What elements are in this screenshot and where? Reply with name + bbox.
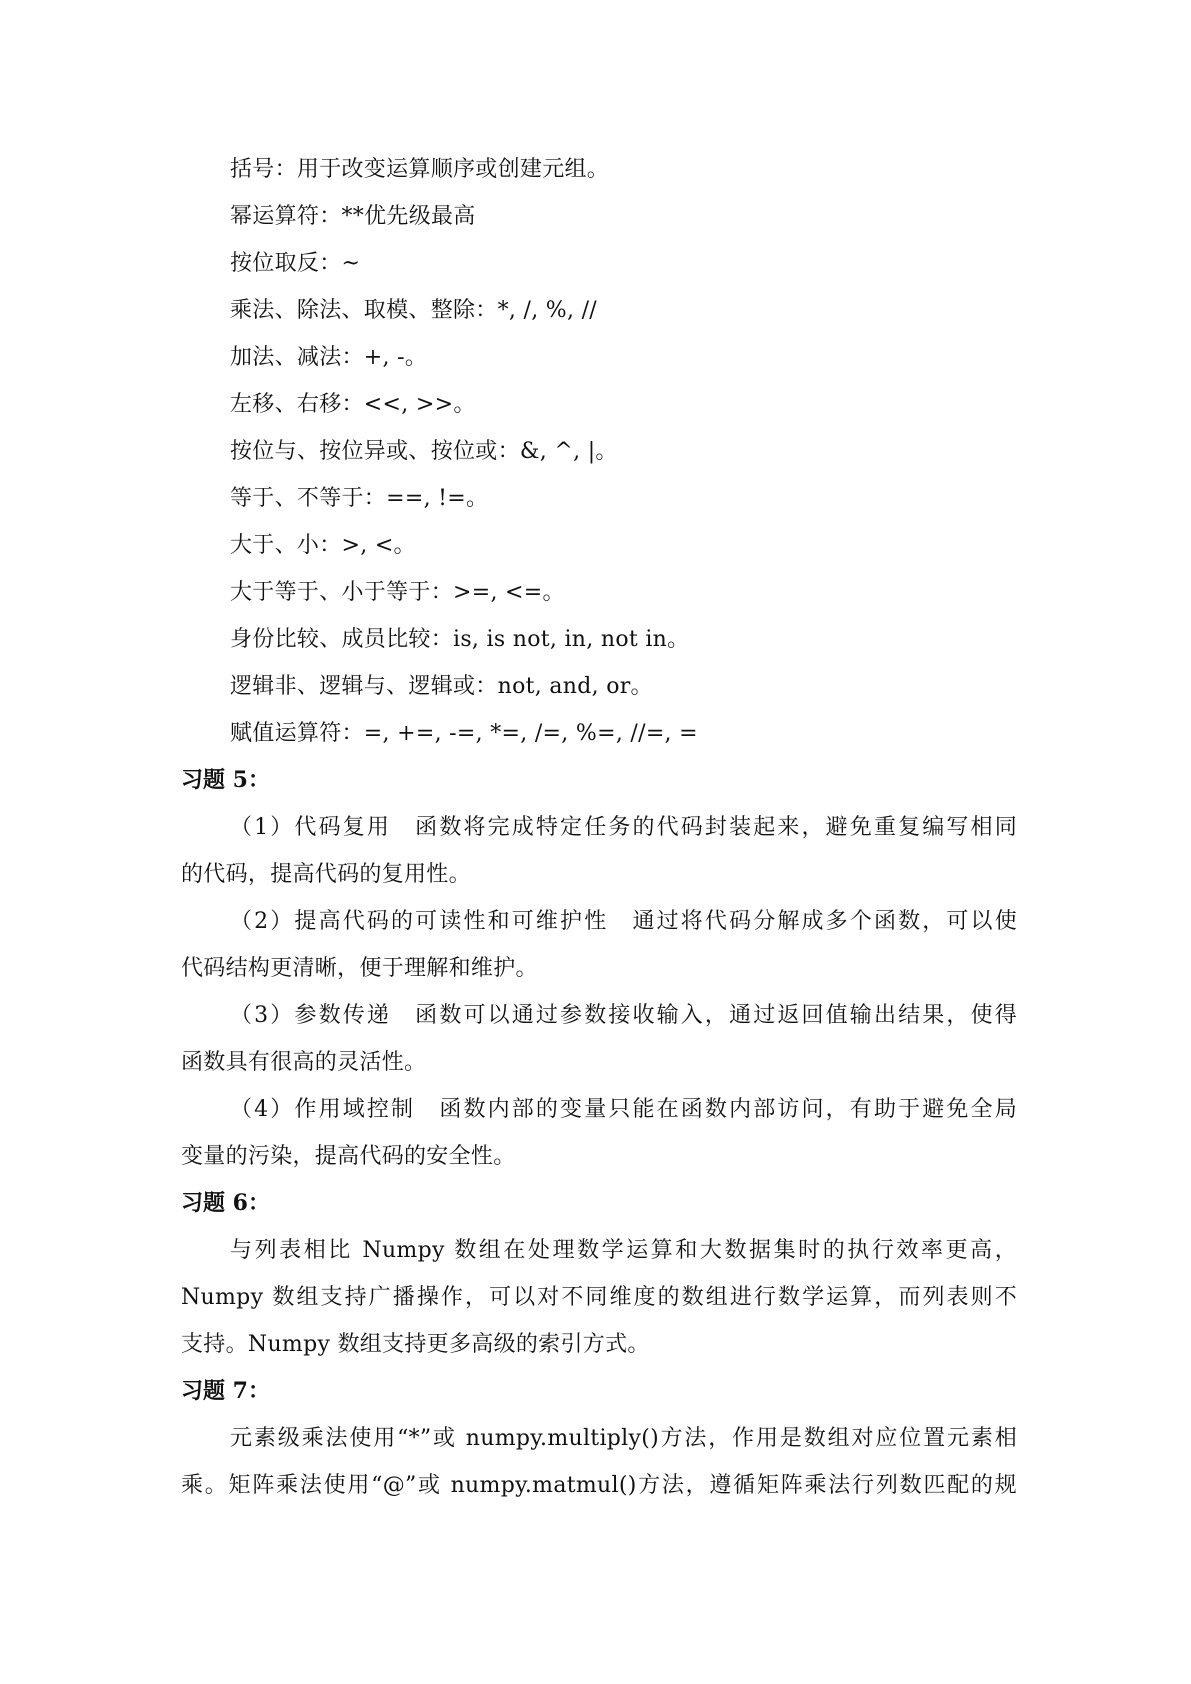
paragraph-line: 代码结构更清晰，便于理解和维护。	[181, 956, 538, 981]
operator-item: 等于、不等于：==, !=。	[230, 486, 489, 511]
paragraph-line: 的代码，提高代码的复用性。	[181, 862, 471, 887]
paragraph-line: 元素级乘法使用“*”或 numpy.multiply()方法，作用是数组对应位置元素相	[230, 1426, 1017, 1451]
paragraph-line: Numpy 数组支持广播操作，可以对不同维度的数组进行数学运算，而列表则不	[181, 1285, 1017, 1310]
operator-item: 逻辑非、逻辑与、逻辑或：not, and, or。	[230, 674, 653, 699]
exercise-6-paragraph	[181, 1227, 1017, 1368]
operator-item: 身份比较、成员比较：is, is not, in, not in。	[230, 627, 690, 652]
operator-item: 按位与、按位异或、按位或：&, ^, |。	[230, 439, 618, 464]
operator-item: 幂运算符：**优先级最高	[230, 204, 476, 229]
operator-item: 按位取反：~	[230, 251, 361, 276]
paragraph-line: （4）作用域控制 函数内部的变量只能在函数内部访问，有助于避免全局	[230, 1097, 1017, 1122]
exercise-5-item	[181, 804, 1017, 898]
operator-item: 乘法、除法、取模、整除：*, /, %, //	[230, 298, 598, 323]
exercise-7-paragraph	[181, 1415, 1017, 1509]
exercise-5-item	[181, 898, 1017, 992]
exercise-6-heading: 习题 6：	[181, 1190, 270, 1216]
paragraph-line: 函数具有很高的灵活性。	[181, 1050, 427, 1075]
operator-item: 加法、减法：+, -。	[230, 345, 428, 370]
operator-item: 大于等于、小于等于：>=, <=。	[230, 580, 565, 605]
operator-item: 左移、右移：<<, >>。	[230, 392, 476, 417]
paragraph-line: 变量的污染，提高代码的安全性。	[181, 1144, 516, 1169]
paragraph-line: （3）参数传递 函数可以通过参数接收输入，通过返回值输出结果，使得	[230, 1003, 1017, 1028]
exercise-5-item	[181, 1086, 1017, 1180]
paragraph-line: 乘。矩阵乘法使用“@”或 numpy.matmul()方法，遵循矩阵乘法行列数匹配的规	[181, 1473, 1017, 1498]
paragraph-line: （1）代码复用 函数将完成特定任务的代码封装起来，避免重复编写相同	[230, 815, 1017, 840]
operator-item: 赋值运算符：=, +=, -=, *=, /=, %=, //=, =	[230, 721, 698, 746]
paragraph-line: 与列表相比 Numpy 数组在处理数学运算和大数据集时的执行效率更高，	[230, 1238, 1017, 1263]
exercise-7-heading: 习题 7：	[181, 1378, 270, 1404]
operator-list	[181, 146, 1017, 757]
exercise-5-heading: 习题 5：	[181, 767, 270, 793]
exercise-5-item	[181, 992, 1017, 1086]
paragraph-line: 支持。Numpy 数组支持更多高级的索引方式。	[181, 1332, 650, 1357]
operator-item: 大于、小：>, <。	[230, 533, 416, 558]
operator-item: 括号：用于改变运算顺序或创建元组。	[230, 157, 610, 182]
document-body	[181, 146, 1017, 1509]
paragraph-line: （2）提高代码的可读性和可维护性 通过将代码分解成多个函数，可以使	[230, 909, 1017, 934]
